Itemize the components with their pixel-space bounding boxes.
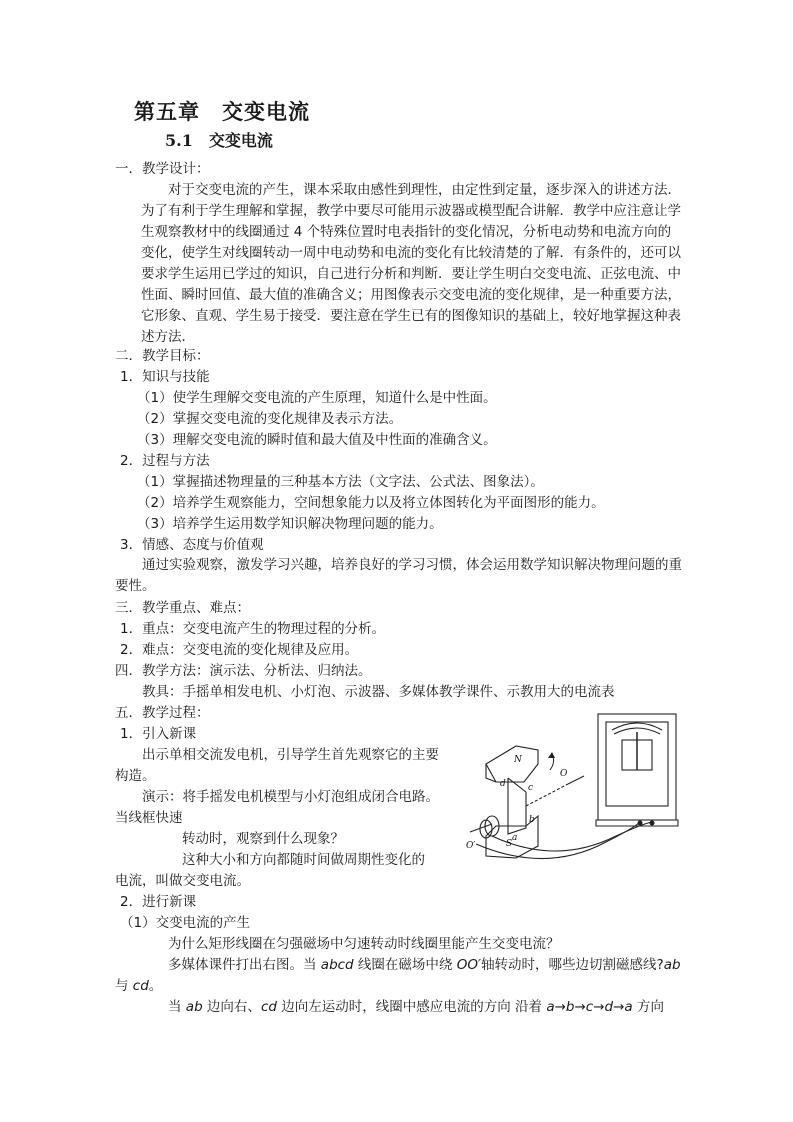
step2-subtitle: （1）交变电流的产生 <box>120 915 251 931</box>
sec3-heading: 三．教学重点、难点： <box>115 600 250 616</box>
goal3-title: 3．情感、态度与价值观 <box>120 537 264 553</box>
label-O: O <box>560 769 568 779</box>
label-a: a <box>512 833 518 843</box>
step1-line: 这种大小和方向都随时间做周期性变化的 <box>182 852 425 868</box>
question-line: 与 cd。 <box>115 978 163 994</box>
step1-line: 当线框快速 <box>115 810 183 826</box>
section-title: 5.1 交变电流 <box>165 131 273 150</box>
step1-line: 演示：将手摇发电机模型与小灯泡组成闭合电路。 <box>142 789 439 805</box>
magnet-north-pole <box>486 746 538 782</box>
step1-title: 1．引入新课 <box>120 726 197 742</box>
label-d: d <box>500 779 506 789</box>
question-line: 当 ab 边向右、cd 边向左运动时，线圈中感应电流的方向 沿着 a→b→c→d→a 方向 <box>168 999 664 1015</box>
goal1-title: 1．知识与技能 <box>120 369 210 385</box>
key-point-item: 2．难点：交变电流的变化规律及应用。 <box>120 642 359 658</box>
label-S: S <box>506 839 513 849</box>
question-line: 多媒体课件打出右图。当 abcd 线圈在磁场中绕 OO′轴转动时，哪些边切割磁感线?ab <box>168 957 681 973</box>
sec1-heading: 一．教学设计： <box>115 161 210 177</box>
step2-title: 2．进行新课 <box>120 894 197 910</box>
label-c: c <box>528 783 534 793</box>
label-O-prime: O′ <box>466 841 476 851</box>
teaching-tools: 教具：手摇单相发电机、小灯泡、示波器、多媒体教学课件、示教用大的电流表 <box>142 684 615 700</box>
sec4-heading: 四．教学方法：演示法、分析法、归纳法。 <box>115 663 372 679</box>
goal3-paragraph: 通过实验观察，激发学习兴趣，培养良好的学习习惯，体会运用数学知识解决物理问题的重要性。 <box>115 557 682 594</box>
question-line: 为什么矩形线圈在匀强磁场中匀速转动时线圈里能产生交变电流？ <box>168 936 560 952</box>
sec5-heading: 五．教学过程： <box>115 705 210 721</box>
sec1-paragraph: 对于交变电流的产生，课本采取由感性到理性，由定性到定量，逐步深入的讲述方法．为了有利于学生理解和掌握，教学中要尽可能用示波器或模型配合讲解．教学中应注意让学生观察教材中的线圈通过 4 个特殊位置时电表指针的变化情况，分析电动势和电流方向的变化，使学生对线圈转动一周中电动势和电流的变化有比较清楚的了解．有条件的，还可以要求学生运用已学过的知识，自己进行分析和判断．要让学生明白交变电流、正弦电流、中性面、瞬时回值、最大值的准确含义；用图像表示交变电流的变化规律，是一种重要方法，它形象、直观、学生易于接受．要注意在学生已有的图像知识的基础上，较好地掌握这种表述方法． <box>141 182 681 345</box>
goal2-item: （1）掌握描述物理量的三种基本方法（文字法、公式法、图象法）。 <box>137 474 544 490</box>
goal1-item: （3）理解交变电流的瞬时值和最大值及中性面的准确含义。 <box>137 432 497 448</box>
key-point-item: 1．重点：交变电流产生的物理过程的分析。 <box>120 621 386 637</box>
label-N: N <box>514 755 522 765</box>
goal1-item: （1）使学生理解交变电流的产生原理，知道什么是中性面。 <box>137 390 497 406</box>
step1-line: 构造。 <box>115 768 156 784</box>
goal2-item: （2）培养学生观察能力，空间想象能力以及将立体图转化为平面图形的能力。 <box>137 495 605 511</box>
generator-figure <box>456 706 688 874</box>
step1-line: 转动时，观察到什么现象？ <box>182 831 344 847</box>
label-b: b <box>529 815 535 825</box>
sec2-heading: 二．教学目标： <box>115 348 210 364</box>
step1-line: 电流，叫做交变电流。 <box>115 873 250 889</box>
goal1-item: （2）掌握交变电流的变化规律及表示方法。 <box>137 411 403 427</box>
goal2-title: 2．过程与方法 <box>120 453 210 469</box>
step1-line: 出示单相交流发电机，引导学生首先观察它的主要 <box>142 747 439 763</box>
goal2-item: （3）培养学生运用数学知识解决物理问题的能力。 <box>137 516 443 532</box>
chapter-title: 第五章 交变电流 <box>134 99 310 124</box>
